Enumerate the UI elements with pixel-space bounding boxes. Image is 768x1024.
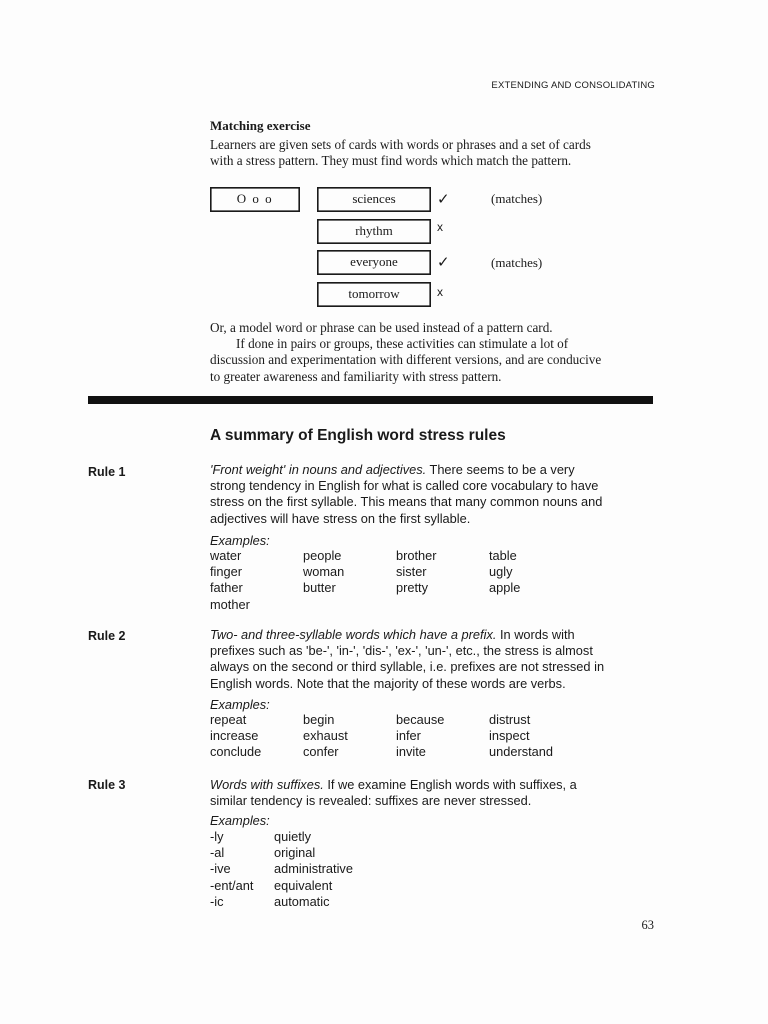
paragraph-line: prefixes such as 'be-', 'in-', 'dis-', 'ex-', 'un-', etc., the stress is almost xyxy=(210,643,593,659)
paragraph-line: similar tendency is revealed: suffixes are never stressed. xyxy=(210,793,532,809)
word-card: everyone xyxy=(317,250,431,275)
rule-label: Rule 1 xyxy=(88,465,126,479)
cross-mark-icon: x xyxy=(437,285,443,299)
page-number: 63 xyxy=(641,918,654,932)
example-word: equivalent xyxy=(274,877,333,893)
paragraph-line: always on the second or third syllable, i.e. prefixes are not stressed in xyxy=(210,659,605,675)
example-word xyxy=(396,597,489,613)
example-word xyxy=(489,597,582,613)
matching-outro xyxy=(210,320,646,385)
match-note: (matches) xyxy=(491,191,543,206)
example-word: father xyxy=(210,580,243,596)
example-word: invite xyxy=(396,744,426,760)
examples-table xyxy=(210,548,582,613)
suffix-examples-table xyxy=(210,829,394,910)
example-word: water xyxy=(210,548,242,563)
example-word: mother xyxy=(210,596,250,612)
suffix: -ent/ant xyxy=(210,877,254,893)
example-word: ugly xyxy=(489,564,513,580)
paragraph-line: adjectives will have stress on the first syllable. xyxy=(210,510,471,526)
example-word: because xyxy=(396,712,445,727)
suffix: -ive xyxy=(210,861,231,877)
example-word: administrative xyxy=(274,861,353,877)
examples-label: Examples: xyxy=(210,697,270,712)
examples-label: Examples: xyxy=(210,813,270,828)
word-card: tomorrow xyxy=(317,282,431,307)
rule-text xyxy=(210,462,660,527)
matching-intro xyxy=(210,137,646,169)
suffix: -al xyxy=(210,845,225,861)
suffix: -ic xyxy=(210,893,224,909)
example-word: pretty xyxy=(396,580,429,596)
example-word: original xyxy=(274,845,316,861)
word-card: rhythm xyxy=(317,219,431,244)
example-word: conclude xyxy=(210,744,262,760)
example-word: brother xyxy=(396,548,437,563)
check-mark-icon: ✓ xyxy=(437,192,450,208)
paragraph-line: stress on the first syllable. This means that many common nouns and xyxy=(210,494,603,510)
word-card: sciences xyxy=(317,187,431,212)
stress-pattern-card: O o o xyxy=(210,187,300,212)
paragraph-line: Learners are given sets of cards with words or phrases and a set of cards xyxy=(210,137,591,152)
examples-label: Examples: xyxy=(210,533,270,548)
example-word: woman xyxy=(303,564,345,580)
paragraph-line: discussion and experimentation with different versions, and are conducive xyxy=(210,352,602,368)
running-head: EXTENDING AND CONSOLIDATING xyxy=(491,80,655,91)
example-word: butter xyxy=(303,580,336,596)
rule-lead: Two- and three-syllable words which have a prefix. xyxy=(210,627,497,642)
example-word: exhaust xyxy=(303,728,348,744)
rule-label: Rule 2 xyxy=(88,629,126,643)
example-word: repeat xyxy=(210,712,247,727)
example-word: quietly xyxy=(274,829,311,844)
example-word: infer xyxy=(396,728,421,744)
rule-text xyxy=(210,627,660,692)
suffix: -ly xyxy=(210,829,224,844)
example-word: understand xyxy=(489,744,554,760)
example-word: apple xyxy=(489,580,521,596)
example-word: begin xyxy=(303,712,335,727)
paragraph-line: Or, a model word or phrase can be used instead of a pattern card. xyxy=(210,320,553,335)
paragraph-line: to greater awareness and familiarity with stress pattern. xyxy=(210,368,502,384)
rule-lead: 'Front weight' in nouns and adjectives. xyxy=(210,462,427,477)
example-word: sister xyxy=(396,564,427,580)
paragraph-line: with a stress pattern. They must find words which match the pattern. xyxy=(210,153,572,169)
paragraph-line: In words with xyxy=(496,627,575,642)
match-note: (matches) xyxy=(491,255,543,270)
paragraph-line: If done in pairs or groups, these activities can stimulate a lot of xyxy=(236,336,569,352)
paragraph-line: There seems to be a very xyxy=(426,462,575,477)
example-word: finger xyxy=(210,564,243,580)
paragraph-line: English words. Note that the majority of these words are verbs. xyxy=(210,675,566,691)
example-word: inspect xyxy=(489,728,530,744)
paragraph-line: strong tendency in English for what is called core vocabulary to have xyxy=(210,478,599,494)
examples-table xyxy=(210,712,582,761)
example-word: table xyxy=(489,548,517,563)
section-title: A summary of English word stress rules xyxy=(210,427,506,444)
rule-label: Rule 3 xyxy=(88,778,126,792)
matching-exercise-title: Matching exercise xyxy=(210,118,311,133)
cross-mark-icon: x xyxy=(437,220,443,234)
example-word: increase xyxy=(210,728,259,744)
example-word: distrust xyxy=(489,712,531,727)
rule-text xyxy=(210,777,660,809)
section-divider xyxy=(88,396,653,404)
example-word: confer xyxy=(303,744,339,760)
paragraph-line: If we examine English words with suffixes, a xyxy=(323,777,577,792)
check-mark-icon: ✓ xyxy=(437,255,450,271)
rule-lead: Words with suffixes. xyxy=(210,777,324,792)
example-word: people xyxy=(303,548,342,563)
example-word: automatic xyxy=(274,893,330,909)
example-word xyxy=(303,597,396,613)
